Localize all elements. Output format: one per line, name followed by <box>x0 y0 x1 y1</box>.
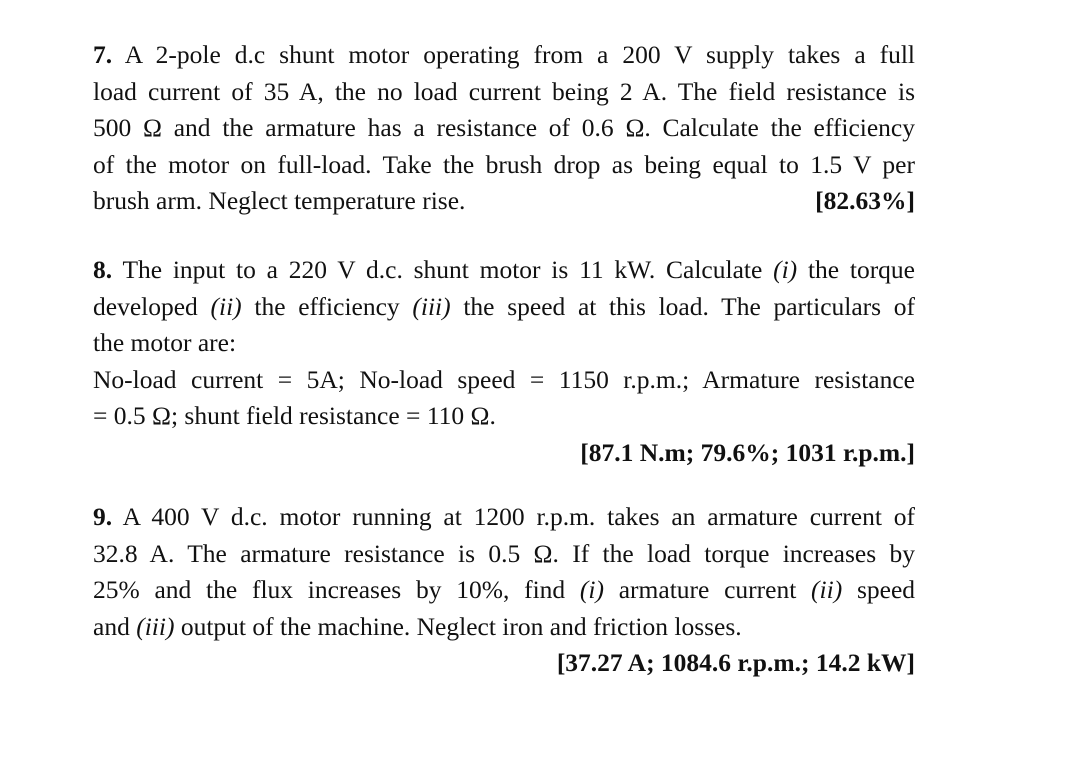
problem-7-line-2: load current of 35 A, the no load current being 2 A. The field resistance is <box>93 76 915 106</box>
problem-text: the efficiency <box>254 291 400 321</box>
problem-9-line-2: 32.8 A. The armature resistance is 0.5 Ω. If the load torque increases by <box>93 538 915 568</box>
problem-text: and <box>93 611 130 641</box>
problem-7-line-1 <box>93 37 915 74</box>
problem-8-line-5: = 0.5 Ω; shunt field resistance = 110 Ω. <box>93 401 496 430</box>
problem-text: 25% and the flux increases by 10%, find <box>93 575 566 604</box>
part-label: (iii) <box>412 291 451 321</box>
problem-text: developed <box>93 291 198 321</box>
problem-8-line-4: No-load current = 5A; No-load speed = 1150 r.p.m.; Armature resistance <box>93 364 915 394</box>
problem-text: A 400 V d.c. motor running at 1200 r.p.m. takes an armature current of <box>122 502 915 531</box>
problem-text: A 2-pole d.c shunt motor operating from a 200 V supply takes a full <box>124 40 916 69</box>
problem-7-line-3: 500 Ω and the armature has a resistance of 0.6 Ω. Calculate the efficiency <box>93 113 915 142</box>
problem-number: 8. <box>93 255 113 284</box>
problem-9-line-4 <box>93 609 915 646</box>
problem-8-line-1 <box>93 252 915 289</box>
problem-7-answer: [82.63%] <box>815 186 915 215</box>
problem-text: brush arm. Neglect temperature rise. <box>93 186 466 215</box>
problem-number: 9. <box>93 502 113 531</box>
problem-7 <box>93 37 915 220</box>
part-label: (ii) <box>210 291 242 321</box>
problem-8 <box>93 252 915 471</box>
problem-9-answer: [37.27 A; 1084.6 r.p.m.; 14.2 kW] <box>556 648 915 677</box>
problem-9-line-3 <box>93 572 915 609</box>
part-label: (iii) <box>136 611 175 641</box>
problem-9-line-1 <box>93 499 915 536</box>
problem-text: the torque <box>807 255 916 284</box>
problem-9 <box>93 499 915 682</box>
problem-8-answer: [87.1 N.m; 79.6%; 1031 r.p.m.] <box>580 437 915 467</box>
problem-7-line-5 <box>93 183 915 220</box>
problem-8-line-2 <box>93 289 915 326</box>
part-label: (ii) <box>811 575 843 604</box>
problem-text: armature current <box>618 575 797 604</box>
problem-8-line-3: the motor are: <box>93 328 237 357</box>
problem-text: The input to a 220 V d.c. shunt motor is 11 kW. Calculate <box>122 255 763 284</box>
problem-text: output of the machine. Neglect iron and friction losses. <box>180 611 742 641</box>
problem-text: speed <box>856 575 916 604</box>
problem-text: the speed at this load. The particulars of <box>463 291 916 321</box>
problem-7-line-4: of the motor on full-load. Take the brush drop as being equal to 1.5 V per <box>93 149 915 179</box>
part-label: (i) <box>579 575 604 604</box>
problem-number: 7. <box>93 40 113 69</box>
part-label: (i) <box>773 255 798 284</box>
